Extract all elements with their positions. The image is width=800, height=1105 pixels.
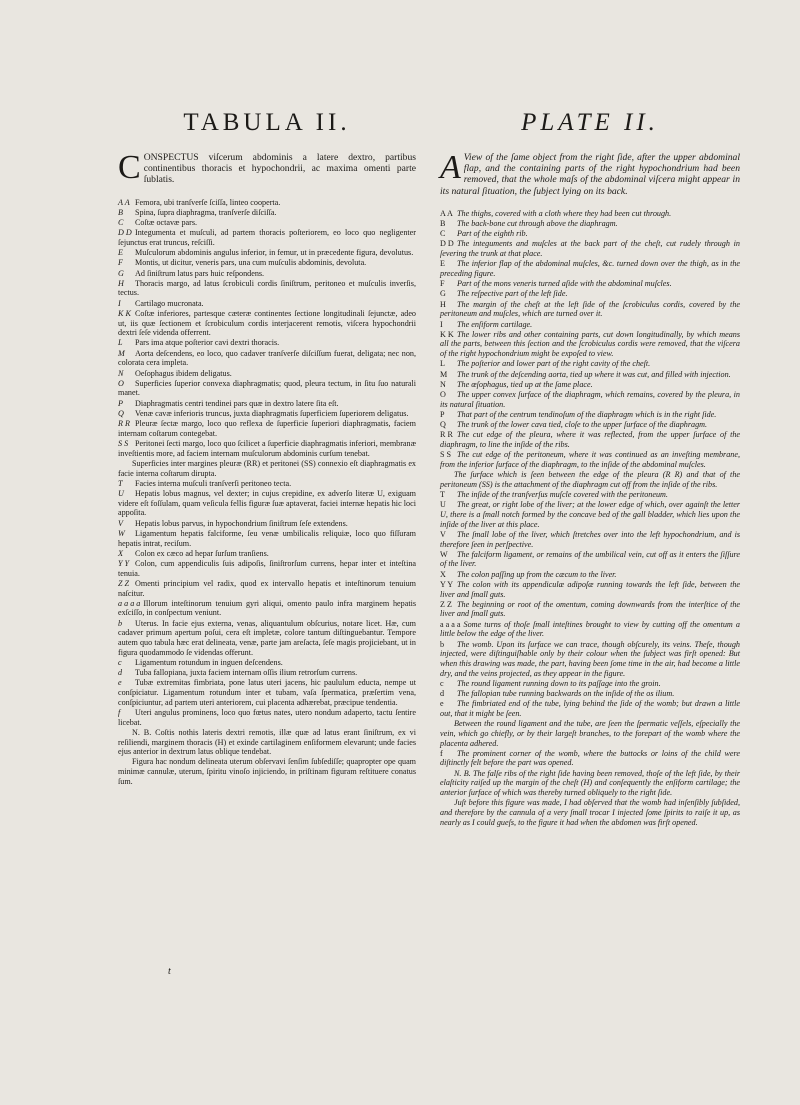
legend-key: O bbox=[440, 389, 446, 399]
legend-key: U bbox=[440, 500, 446, 510]
legend-text: The inferior flap of the abdominal muſcles, &c. turned down over the thigh, as in the preceding figure. bbox=[440, 259, 740, 279]
legend-entry bbox=[118, 579, 416, 598]
legend-entry bbox=[118, 728, 416, 757]
legend-entry bbox=[118, 439, 416, 458]
legend-key: R R bbox=[118, 419, 130, 429]
legend-text: Coſtæ inferiores, partesque cæteræ continentes ſectione longitudinali ſejunctæ, adeo ut, iis quæ ſectionem et ſcrobiculum cordis interjacerent remotis, viſcera hypochondrii dextri ſeſe videnda offerrent. bbox=[118, 308, 416, 338]
legend-text: Pleuræ ſectæ margo, loco quo reflexa de ſuperficie ſuperiori diaphragmatis, faciem internam coſtarum contegebat. bbox=[118, 419, 416, 438]
legend-entry bbox=[440, 219, 740, 229]
legend-text: Coſtæ octavæ pars. bbox=[135, 218, 198, 228]
legend-text: Part of the mons veneris turned aſide with the abdominal muſcles. bbox=[457, 279, 672, 289]
legend-key: f bbox=[118, 707, 121, 717]
legend-entry bbox=[118, 349, 416, 368]
legend-entry bbox=[118, 309, 416, 338]
legend-text: Facies interna muſculi tranſverſi peritoneo tecta. bbox=[135, 478, 292, 488]
legend-text: Ligamentum rotundum in inguen deſcendens. bbox=[135, 657, 283, 667]
legend-text: Part of the eighth rib. bbox=[457, 229, 528, 239]
legend-text: Superficies inter margines pleuræ (RR) et peritonei (SS) connexio eſt diaphragmatis ex facie interna coſtarum dirupta. bbox=[118, 458, 416, 478]
legend-text: The trunk of the deſcending aorta, tied up where it was cut, and filled with injection. bbox=[457, 369, 731, 379]
legend-entry bbox=[118, 529, 416, 548]
legend-text: The colon paſſing up from the cæcum to the liver. bbox=[457, 569, 617, 579]
legend-key: E bbox=[440, 259, 445, 269]
legend-key: F bbox=[118, 258, 123, 268]
legend-text: Cartilago mucronata. bbox=[135, 298, 204, 308]
latin-intro-text: ONSPECTUS viſcerum abdominis a latere dextro, partibus continentibus thoracis et hypochondrii, ac maxima omenti parte ſublatis. bbox=[143, 152, 416, 186]
legend-key: a a a a bbox=[440, 619, 461, 629]
legend-key: f bbox=[440, 748, 443, 758]
legend-entry bbox=[440, 259, 740, 278]
legend-entry bbox=[118, 619, 416, 658]
legend-entry bbox=[440, 239, 740, 258]
legend-key: C bbox=[118, 218, 124, 228]
legend-entry bbox=[118, 399, 416, 409]
legend-key: M bbox=[118, 348, 125, 358]
legend-entry bbox=[440, 640, 740, 679]
legend-key: H bbox=[440, 299, 446, 309]
legend-text: The œſophagus, tied up at the ſame place. bbox=[457, 379, 593, 389]
legend-key: c bbox=[440, 678, 444, 688]
legend-key: O bbox=[118, 378, 124, 388]
legend-entry bbox=[440, 550, 740, 569]
legend-key: X bbox=[440, 569, 446, 579]
legend-text: Oeſophagus ibidem deligatus. bbox=[135, 368, 232, 378]
legend-entry bbox=[118, 269, 416, 279]
english-entry-list bbox=[440, 209, 740, 828]
legend-entry bbox=[440, 689, 740, 699]
page-number: t bbox=[168, 966, 171, 977]
legend-entry bbox=[440, 580, 740, 599]
legend-key: V bbox=[118, 518, 123, 528]
legend-key: V bbox=[440, 529, 446, 539]
legend-key: W bbox=[440, 549, 448, 559]
legend-key: N bbox=[440, 379, 446, 389]
legend-text: The poſterior and lower part of the right cavity of the cheſt. bbox=[457, 359, 651, 369]
legend-text: That part of the centrum tendinoſum of the diaphragm which is in the right ſide. bbox=[457, 409, 717, 419]
legend-entry bbox=[118, 379, 416, 398]
legend-entry bbox=[440, 320, 740, 330]
english-intro bbox=[440, 149, 740, 197]
legend-entry bbox=[440, 390, 740, 409]
legend-text: The great, or right lobe of the liver; at the lower edge of which, over againſt the letter U, there is a ſmall notch formed by the concave bed of the gall bladder, which lies upon the inſide of the liver at this place. bbox=[440, 500, 740, 529]
legend-text: The lower ribs and other containing parts, cut down longitudinally, by which means all the parts, between this ſection and the ſcrobiculus cordis were removed, that the viſcera of the right hypochondrium might be expoſed to view. bbox=[440, 329, 740, 359]
legend-entry bbox=[440, 420, 740, 430]
latin-entry-list bbox=[118, 198, 416, 787]
legend-entry bbox=[118, 218, 416, 228]
legend-text: Aorta deſcendens, eo loco, quo cadaver tranſverſe diſciſſum fuerat, deligata; nec non, colorata cera impleta. bbox=[118, 348, 416, 368]
legend-text: The falciform ligament, or remains of the umbilical vein, cut off as it enters the ſiſſure of the liver. bbox=[440, 549, 740, 569]
legend-text: Femora, ubi tranſverſe ſciſſa, linteo cooperta. bbox=[135, 197, 281, 207]
legend-entry bbox=[440, 798, 740, 827]
legend-entry bbox=[118, 409, 416, 419]
legend-text: Spina, ſupra diaphragma, tranſverſe diſciſſa. bbox=[135, 207, 277, 217]
legend-text: The womb. Upon its ſurface we can trace, though obſcurely, its veins. Theſe, though injected, were diſtinguiſhable only by their colour when the ſubject was firſt opened: But when this drawing was made, the part, having been ſome time in the air, had become a little dry, and the veins projected, as they appear in the figure. bbox=[440, 639, 740, 678]
legend-entry bbox=[118, 708, 416, 727]
legend-key: c bbox=[118, 657, 122, 667]
legend-entry bbox=[440, 570, 740, 580]
legend-text: The back-bone cut through above the diaphragm. bbox=[457, 219, 618, 229]
latin-column bbox=[118, 108, 416, 787]
legend-entry bbox=[118, 459, 416, 478]
legend-entry bbox=[118, 757, 416, 786]
legend-text: Figura hac nondum delineata uterum obſervavi ſenſim ſubſediſſe; quapropter ope quam minimæ cannulæ, uterum, ſpiritu vinoſo injiciendo, in priſtinam figuram reſtituere conatus ſum. bbox=[118, 757, 416, 786]
legend-key: U bbox=[118, 489, 124, 498]
legend-entry bbox=[440, 279, 740, 289]
legend-text: Superficies ſuperior convexa diaphragmatis; quod, pleura tectum, in ſitu ſuo naturali manet. bbox=[118, 378, 416, 398]
legend-key: G bbox=[118, 268, 124, 278]
legend-text: Diaphragmatis centri tendinei pars quæ in dextro latere ſita eſt. bbox=[135, 398, 339, 408]
legend-entry bbox=[440, 699, 740, 718]
legend-text: Muſculorum abdominis angulus inferior, in femur, ut in præcedente figura, devolutus. bbox=[135, 248, 414, 258]
legend-text: Between the round ligament and the tube, are ſeen the ſpermatic veſſels, eſpecially the vein, which go chiefly, or by their largeſt branches, to the forepart of the womb where the placenta adhered. bbox=[440, 719, 740, 748]
legend-entry bbox=[118, 519, 416, 529]
legend-entry bbox=[118, 599, 416, 618]
legend-text: The ſmall lobe of the liver, which ſtretches over into the left hypochondrium, and is therefore ſeen in perſpective. bbox=[440, 529, 740, 549]
legend-text: The cut edge of the peritoneum, where it was continued as an inveſting membrane, from the inferior ſurface of the diaphragm, to the inſide of the abdominal muſcles. bbox=[440, 450, 740, 469]
legend-text: N. B. Coſtis nothis lateris dextri remotis, illæ quæ ad latus erant ſiniſtrum, ex vi reſiliendi, marginem thoracis (H) et exinde cartilaginem enſiformem elevarunt; unde facies ejus anterior in dextrum latus oblique tendebat. bbox=[118, 727, 416, 757]
legend-key: d bbox=[440, 689, 445, 699]
legend-text: Hepatis lobus parvus, in hypochondrium ſiniſtrum ſeſe extendens. bbox=[135, 518, 348, 528]
legend-text: The fallopian tube running backwards on the inſide of the os ilium. bbox=[457, 689, 675, 699]
legend-text: The beginning or root of the omentum, coming downwards from the interſtice of the liver and ſmall guts. bbox=[440, 599, 740, 619]
legend-key: L bbox=[118, 338, 123, 348]
legend-key: D D bbox=[118, 228, 132, 238]
legend-text: The enſiform cartilage. bbox=[457, 319, 533, 329]
legend-entry bbox=[440, 289, 740, 299]
legend-entry bbox=[118, 489, 416, 518]
legend-entry bbox=[118, 369, 416, 379]
legend-key: b bbox=[118, 618, 123, 628]
legend-entry bbox=[440, 410, 740, 420]
legend-key: K K bbox=[118, 308, 131, 318]
latin-drop-cap: C bbox=[118, 149, 141, 186]
legend-entry bbox=[118, 258, 416, 268]
legend-entry bbox=[118, 678, 416, 707]
legend-key: H bbox=[118, 278, 124, 288]
legend-key: C bbox=[440, 229, 446, 239]
legend-text: Omenti principium vel radix, quod ex intervallo hepatis et inteſtinorum tenuium naſcitur. bbox=[118, 578, 416, 598]
legend-key: B bbox=[440, 219, 446, 229]
legend-entry bbox=[118, 668, 416, 678]
legend-entry bbox=[440, 359, 740, 369]
legend-key: D D bbox=[440, 239, 454, 249]
legend-text: Colon, cum appendiculis ſuis adipoſis, ſiniſtrorſum currens, hepar inter et inteſtina tenuia. bbox=[118, 558, 416, 578]
legend-key: M bbox=[440, 369, 448, 379]
english-intro-text: View of the ſame object from the right ſide, after the upper abdominal flap, and the containing parts of the right hypochondrium had been removed, that the whole maſs of the abdominal viſcera might appear in its natural ſituation, the ſubject lying on its back. bbox=[440, 152, 740, 197]
legend-entry bbox=[118, 208, 416, 218]
legend-key: Z Z bbox=[440, 599, 452, 609]
legend-entry bbox=[118, 419, 416, 438]
legend-key: T bbox=[440, 490, 445, 499]
legend-key: P bbox=[118, 398, 123, 408]
legend-text: The prominent corner of the womb, where the buttocks or loins of the child were diſtinctly felt before the part was opened. bbox=[440, 748, 740, 768]
legend-text: Tuba fallopiana, juxta faciem internam oſſis ilium retrorſum currens. bbox=[135, 668, 358, 678]
legend-key: A A bbox=[440, 208, 453, 218]
legend-text: Illorum inteſtinorum tenuium gyri aliqui, omento paulo infra marginem hepatis exſciſſo, in conſpectum veniunt. bbox=[118, 598, 416, 618]
english-title: PLATE II. bbox=[521, 109, 659, 136]
legend-key: K K bbox=[440, 329, 454, 339]
legend-entry bbox=[440, 300, 740, 319]
legend-key: A A bbox=[118, 197, 130, 207]
legend-key: W bbox=[118, 528, 125, 538]
legend-text: The margin of the cheſt at the left ſide of the ſcrobiculus cordis, covered by the peritoneum and muſcles, which are turned over it. bbox=[440, 299, 740, 319]
legend-entry bbox=[440, 330, 740, 359]
legend-key: Y Y bbox=[440, 579, 454, 589]
legend-key: a a a a bbox=[118, 598, 141, 608]
legend-entry bbox=[440, 500, 740, 529]
legend-entry bbox=[440, 620, 740, 639]
legend-text: Venæ cavæ inferioris truncus, juxta diaphragmatis ſuperficiem ſuperiorem deligatus. bbox=[135, 408, 409, 418]
legend-text: The thighs, covered with a cloth where they had been cut through. bbox=[457, 208, 672, 218]
legend-text: Pars ima atque poſterior cavi dextri thoracis. bbox=[135, 338, 280, 348]
legend-entry bbox=[440, 749, 740, 768]
legend-text: Peritonei ſecti margo, loco quo ſcilicet a ſuperficie diaphragmatis inferiori, membranæ inveſtientis more, ad faciem internam muſculorum abdominis curſum tenebat. bbox=[118, 438, 416, 458]
legend-key: I bbox=[118, 298, 121, 308]
legend-text: The ſurface which is ſeen between the edge of the pleura (R R) and that of the peritoneum (SS) is the attachment of the diaphragm cut off from the inſide of the ribs. bbox=[440, 470, 740, 489]
legend-text: The trunk of the lower cava tied, cloſe to the upper ſurface of the diaphragm. bbox=[457, 420, 708, 430]
legend-key: G bbox=[440, 289, 446, 299]
legend-key: Y Y bbox=[118, 558, 130, 568]
english-column bbox=[440, 108, 740, 828]
legend-entry bbox=[440, 600, 740, 619]
legend-text: Ligamentum hepatis falciforme, ſeu venæ umbilicalis reliquiæ, loco quo fiſſuram hepatis intrat, reciſum. bbox=[118, 528, 416, 548]
legend-text: The fimbriated end of the tube, lying behind the ſide of the womb; but drawn a little out, that it might be ſeen. bbox=[440, 699, 740, 718]
legend-text: N. B. The falſe ribs of the right ſide having been removed, thoſe of the left ſide, by their elaſticity raiſed up the margin of the cheſt (H) and conſequently the enſiform cartilage; the anterior ſurface of which was thereby turned obliquely to the right ſide. bbox=[440, 768, 740, 798]
legend-key: B bbox=[118, 207, 123, 217]
legend-text: The cut edge of the pleura, where it was reflected, from the upper ſurface of the diaphragm, to line the inſide of the ribs. bbox=[440, 430, 740, 449]
legend-entry bbox=[440, 679, 740, 689]
legend-key: T bbox=[118, 478, 123, 488]
legend-entry bbox=[118, 248, 416, 258]
legend-text: Some turns of thoſe ſmall inteſtines brought to view by cutting off the omentum a little below the edge of the liver. bbox=[440, 619, 740, 639]
legend-entry bbox=[118, 559, 416, 578]
legend-text: The upper convex ſurface of the diaphragm, which remains, covered by the pleura, in its natural ſituation. bbox=[440, 389, 740, 409]
legend-text: Colon ex cæco ad hepar ſurſum tranſiens. bbox=[135, 548, 269, 558]
legend-key: e bbox=[118, 678, 122, 688]
legend-key: S S bbox=[440, 450, 452, 460]
legend-key: P bbox=[440, 409, 445, 419]
legend-entry bbox=[118, 549, 416, 559]
legend-text: The round ligament running down to its paſſage into the groin. bbox=[457, 678, 661, 688]
legend-entry bbox=[118, 228, 416, 247]
legend-text: Uteri angulus prominens, loco quo fœtus nates, utero nondum adaperto, tactu ſentire licebat. bbox=[118, 707, 416, 727]
latin-intro bbox=[118, 149, 416, 186]
legend-key: F bbox=[440, 279, 445, 289]
legend-entry bbox=[440, 450, 740, 469]
legend-text: The integuments and muſcles at the back part of the cheſt, cut rudely through in ſevering the trunk at that place. bbox=[440, 239, 740, 259]
legend-key: L bbox=[440, 359, 445, 369]
legend-entry bbox=[118, 338, 416, 348]
legend-text: Tubæ extremitas fimbriata, pone latus uteri jacens, hic paululum educta, nempe ut conſpiciatur. Ligamentum rotundum inter et tubam, vaſa ſpermatica, præſertim vena, conſpiciuntur, ad partem uteri anteriorem, cui placenta adhærebat, præcipue tendentia. bbox=[118, 678, 416, 707]
legend-entry bbox=[440, 430, 740, 449]
legend-entry bbox=[118, 658, 416, 668]
legend-text: Montis, ut dicitur, veneris pars, una cum muſculis abdominis, devoluta. bbox=[135, 258, 367, 268]
legend-entry bbox=[440, 229, 740, 239]
legend-text: Ad ſiniſtrum latus pars huic reſpondens. bbox=[135, 268, 265, 278]
legend-key: R R bbox=[440, 430, 453, 440]
legend-entry bbox=[440, 370, 740, 380]
legend-text: Juſt before this figure was made, I had obſerved that the womb had inſenſibly ſubſided, and therefore by the cannula of a very ſmall trocar I injected ſome ſpirits to raiſe it up, as nearly as I could gueſs, to the figure it had when the abdomen was firſt opened. bbox=[440, 798, 740, 827]
legend-text: The reſpective part of the left ſide. bbox=[457, 289, 568, 299]
legend-key: d bbox=[118, 668, 123, 678]
legend-text: Hepatis lobus magnus, vel dexter; in cujus crepidine, ex adverſo literæ U, exiguam videre eſt foſſulam, quam veſicula fellis figuræ ſuæ aptaverat, faciei internæ hepatis hic loci appoſita. bbox=[118, 489, 416, 518]
legend-entry bbox=[440, 490, 740, 500]
legend-key: b bbox=[440, 639, 445, 649]
latin-title: TABULA II. bbox=[183, 109, 351, 136]
legend-entry bbox=[118, 198, 416, 208]
legend-key: S S bbox=[118, 438, 129, 448]
legend-key: E bbox=[118, 248, 123, 258]
legend-key: e bbox=[440, 699, 444, 709]
legend-text: The colon with its appendiculæ adipoſæ running towards the left ſide, between the liver and ſmall guts. bbox=[440, 579, 740, 599]
legend-entry bbox=[118, 279, 416, 298]
legend-key: N bbox=[118, 368, 124, 378]
legend-key: X bbox=[118, 548, 123, 558]
english-drop-cap: A bbox=[440, 149, 461, 186]
legend-entry bbox=[440, 209, 740, 219]
legend-key: Z Z bbox=[118, 578, 130, 588]
legend-key: Q bbox=[118, 408, 124, 418]
legend-entry bbox=[440, 380, 740, 390]
legend-key: Q bbox=[440, 420, 446, 430]
legend-entry bbox=[440, 719, 740, 748]
legend-text: Uterus. In facie ejus externa, venas, aliquantulum obſcurius, notare licet. Hæ, cum cadaver primum apertum poſui, cera eſt impletæ, colore tantum diſtinguebantur. Tempore autem quo tabula hæc erat delineata, venæ, parte jam areſacta, ſeſe magis projiciebant, ut in figura quodammodo ſe videndas offerunt. bbox=[118, 618, 416, 657]
legend-text: Integumenta et muſculi, ad partem thoracis poſteriorem, eo loco quo negligenter ſejunctus erat truncus, reſciſſi. bbox=[118, 228, 416, 247]
legend-text: Thoracis margo, ad latus ſcrobiculi cordis ſiniſtrum, peritoneo et muſculis inverſis, tectus. bbox=[118, 278, 416, 298]
legend-key: I bbox=[440, 319, 443, 329]
legend-entry bbox=[118, 299, 416, 309]
legend-text: The inſide of the tranſverſus muſcle covered with the peritoneum. bbox=[457, 490, 668, 499]
legend-entry bbox=[440, 470, 740, 489]
legend-entry bbox=[440, 530, 740, 549]
legend-entry bbox=[440, 769, 740, 798]
legend-entry bbox=[118, 479, 416, 489]
